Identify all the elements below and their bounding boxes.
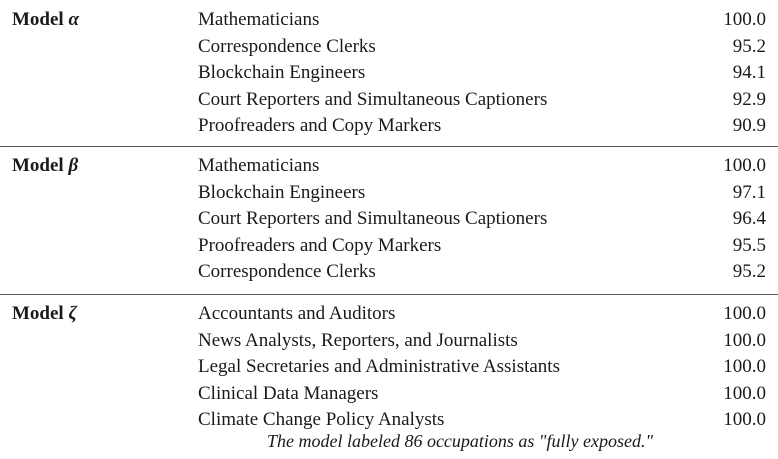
exposure-value: 96.4	[732, 208, 766, 229]
table-row	[198, 301, 766, 328]
table-row	[198, 153, 766, 180]
exposure-value: 90.9	[732, 115, 766, 136]
model-prefix: Model	[12, 303, 64, 324]
occupation-name: Proofreaders and Copy Markers	[198, 115, 442, 136]
table-footnote: The model labeled 86 occupations as "fully exposed."	[266, 431, 654, 451]
exposure-value: 95.2	[732, 35, 766, 57]
occupation-name: Court Reporters and Simultaneous Captioners	[198, 88, 548, 110]
occupation-name: Accountants and Auditors	[198, 303, 396, 324]
model-greek-letter: α	[68, 9, 79, 30]
exposure-value: 100.0	[723, 9, 766, 30]
occupation-name: Legal Secretaries and Administrative Assistants	[198, 356, 560, 377]
table-row	[198, 328, 766, 355]
model-greek-letter: ζ	[68, 303, 77, 324]
table-row	[198, 34, 766, 61]
model-group-beta	[0, 146, 778, 294]
table-row	[198, 381, 766, 408]
exposure-value: 100.0	[723, 382, 766, 404]
table-row	[198, 113, 766, 140]
occupation-name: Climate Change Policy Analysts	[198, 409, 445, 430]
exposure-value: 100.0	[723, 356, 766, 377]
exposure-value: 94.1	[732, 62, 766, 83]
model-label	[12, 153, 78, 180]
occupation-name: Clinical Data Managers	[198, 382, 379, 404]
model-prefix: Model	[12, 155, 64, 176]
table-row	[198, 180, 766, 207]
occupation-list	[198, 301, 766, 434]
occupation-name: Blockchain Engineers	[198, 62, 366, 83]
exposure-value: 95.5	[732, 234, 766, 256]
table-row	[198, 7, 766, 34]
table-row	[198, 206, 766, 233]
table-row	[198, 87, 766, 114]
table-row	[198, 60, 766, 87]
exposure-value: 92.9	[732, 88, 766, 110]
model-group-alpha	[0, 0, 778, 146]
occupation-name: Correspondence Clerks	[198, 261, 376, 282]
exposure-value: 100.0	[723, 409, 766, 430]
occupation-name: Proofreaders and Copy Markers	[198, 234, 442, 256]
exposure-value: 100.0	[723, 329, 766, 351]
table-row	[198, 233, 766, 260]
model-label	[12, 7, 79, 34]
exposure-value: 95.2	[732, 261, 766, 282]
table-row	[198, 354, 766, 381]
model-greek-letter: β	[68, 155, 79, 176]
occupation-name: Correspondence Clerks	[198, 35, 376, 57]
model-group-zeta	[0, 294, 778, 430]
occupation-name: News Analysts, Reporters, and Journalists	[198, 329, 518, 351]
occupation-name: Court Reporters and Simultaneous Captioners	[198, 208, 548, 229]
occupation-name: Mathematicians	[198, 155, 320, 176]
occupation-name: Mathematicians	[198, 9, 320, 30]
occupation-list	[198, 153, 766, 286]
model-prefix: Model	[12, 9, 64, 30]
table-row	[198, 259, 766, 286]
occupation-name: Blockchain Engineers	[198, 181, 366, 203]
occupation-list	[198, 7, 766, 140]
exposure-value: 100.0	[723, 303, 766, 324]
exposure-value: 97.1	[732, 181, 766, 203]
model-label	[12, 301, 77, 328]
exposure-value: 100.0	[723, 155, 766, 176]
